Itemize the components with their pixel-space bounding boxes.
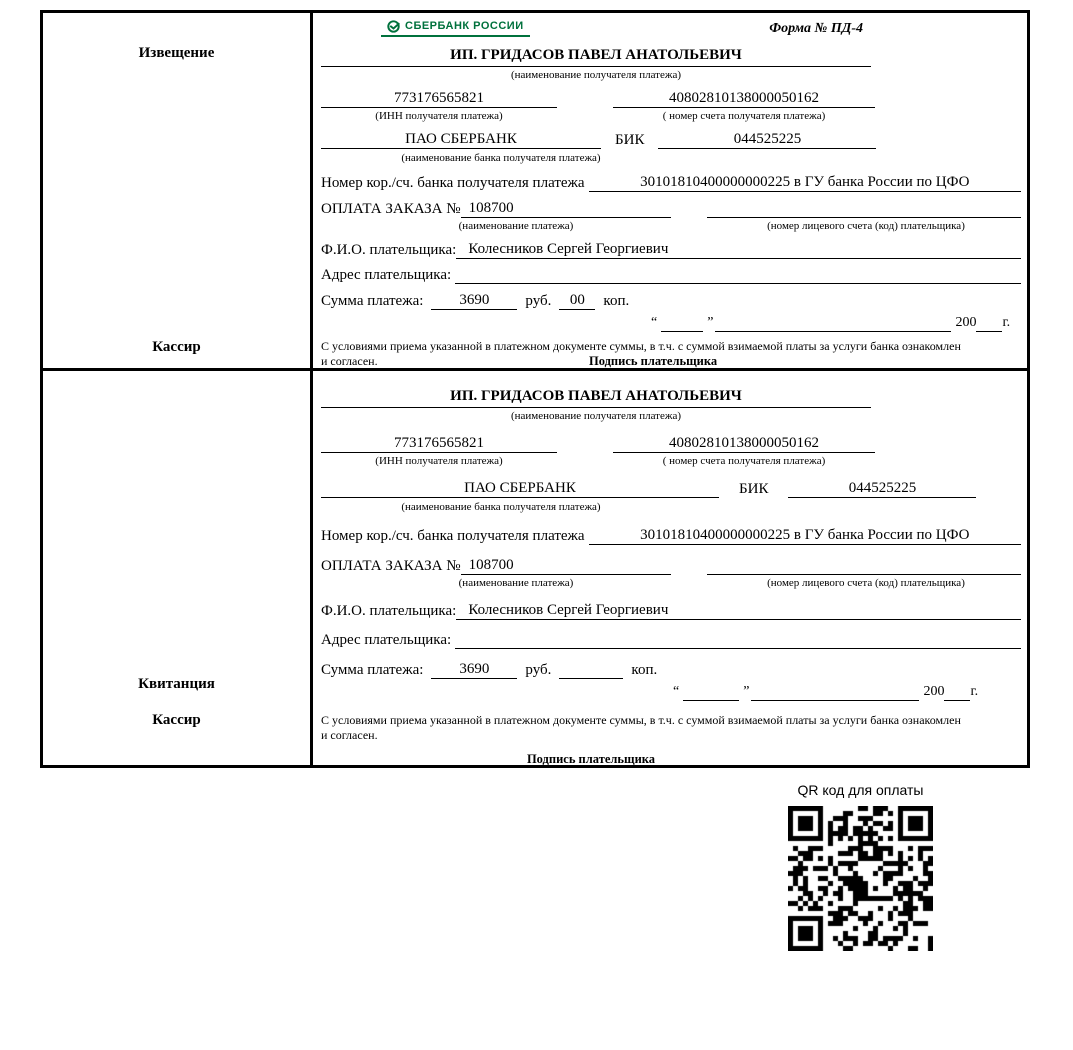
bank-name-caption: (наименование банка получателя платежа) [401, 501, 601, 514]
notice-cashier-label: Кассир [152, 339, 201, 355]
bank-name-value: ПАО СБЕРБАНК [321, 130, 601, 149]
terms-text: С условиями приема указанной в платежном документе суммы, в т.ч. с суммой взимаемой платы за услуги банка ознакомлен и согласен. [321, 712, 961, 743]
bik-label: БИК [739, 481, 769, 498]
inn-account-row [321, 434, 1021, 468]
date-year-blank-line [944, 685, 970, 701]
sberbank-logo-icon [387, 20, 400, 33]
notice-side-cell [43, 13, 313, 371]
order-number-value: 108700 [461, 199, 671, 218]
amount-label: Сумма платежа: [321, 292, 424, 309]
payer-name-value: Колесников Сергей Георгиевич [456, 601, 1021, 620]
payer-name-value: Колесников Сергей Георгиевич [456, 240, 1021, 259]
payer-signature-label: Подпись плательщика [526, 751, 656, 765]
payee-name-caption: (наименование получателя платежа) [510, 69, 682, 81]
corr-account-row [321, 526, 1021, 545]
sberbank-logo-text: СБЕРБАНК РОССИИ [405, 20, 524, 32]
inn-account-row [321, 89, 1021, 123]
receipt-cashier-label: Кассир [152, 712, 201, 728]
payer-address-row [321, 631, 1021, 649]
date-day-blank-line [661, 316, 703, 332]
receipt-slip [313, 371, 1027, 765]
amount-rubles-value: 3690 [431, 660, 517, 679]
payer-name-row [321, 601, 1021, 620]
personal-account-caption: (номер лицевого счета (код) плательщика) [767, 219, 965, 232]
payment-purpose-row [321, 199, 1021, 218]
year-suffix: г. [970, 683, 979, 699]
personal-account-blank-line [707, 557, 1021, 575]
open-quote: “ [673, 683, 680, 699]
payee-inn-caption: (ИНН получателя платежа) [375, 110, 503, 123]
notice-header [321, 19, 1021, 46]
date-year-blank-line [976, 316, 1002, 332]
payment-purpose-caption: (наименование платежа) [458, 219, 574, 232]
payee-inn-value: 773176565821 [321, 89, 557, 108]
payer-address-label: Адрес плательщика: [321, 266, 452, 283]
purpose-captions-row [321, 577, 1021, 590]
rubles-label: руб. [525, 661, 552, 678]
payee-account-value: 40802810138000050162 [613, 434, 875, 453]
form-number-label: Форма № ПД-4 [769, 21, 863, 36]
personal-account-caption: (номер лицевого счета (код) плательщика) [767, 576, 965, 589]
payer-address-blank-line [455, 631, 1021, 649]
payee-inn-caption: (ИНН получателя платежа) [375, 455, 503, 468]
payment-purpose-row [321, 556, 1021, 575]
payer-address-row [321, 266, 1021, 284]
payer-name-label: Ф.И.О. плательщика: [321, 602, 457, 619]
kopecks-label: коп. [603, 292, 630, 309]
notice-slip [313, 13, 1027, 371]
notice-section-label: Извещение [138, 45, 215, 61]
amount-rubles-value: 3690 [431, 291, 517, 310]
payee-account-value: 40802810138000050162 [613, 89, 875, 108]
payer-signature-label: Подпись плательщика [589, 353, 718, 368]
rubles-label: руб. [525, 292, 552, 309]
qr-code-image [788, 806, 933, 951]
date-month-blank-line [715, 316, 951, 332]
bik-value: 044525225 [788, 479, 976, 498]
purpose-captions-row [321, 220, 1021, 233]
amount-kopecks-value [559, 678, 623, 679]
payment-purpose-label: ОПЛАТА ЗАКАЗА № [321, 557, 461, 574]
payee-name: ИП. ГРИДАСОВ ПАВЕЛ АНАТОЛЬЕВИЧ [321, 46, 871, 67]
terms-row [321, 713, 1021, 765]
open-quote: “ [651, 314, 658, 330]
corr-account-value: 30101810400000000225 в ГУ банка России по ЦФО [589, 526, 1021, 545]
close-quote: ” [743, 683, 750, 699]
receipt-section-label: Квитанция [138, 676, 215, 692]
terms-text: С условиями приема указанной в платежном документе суммы, в т.ч. с суммой взимаемой платы за услуги банка ознакомлен и согласен. [321, 338, 961, 369]
corr-account-value: 30101810400000000225 в ГУ банка России по ЦФО [589, 173, 1021, 192]
corr-account-label: Номер кор./сч. банка получателя платежа [321, 527, 585, 544]
amount-kopecks-value: 00 [559, 291, 595, 310]
year-prefix: 200 [923, 683, 945, 699]
bank-name-value: ПАО СБЕРБАНК [321, 479, 719, 498]
amount-row [321, 291, 1021, 310]
receipt-side-cell [43, 371, 313, 765]
year-prefix: 200 [955, 314, 977, 330]
bik-value: 044525225 [658, 130, 876, 149]
date-day-blank-line [683, 685, 739, 701]
payee-name-caption: (наименование получателя платежа) [510, 410, 682, 422]
pd4-form-table [40, 10, 1030, 768]
payment-purpose-label: ОПЛАТА ЗАКАЗА № [321, 200, 461, 217]
year-suffix: г. [1002, 314, 1011, 330]
payee-account-caption: ( номер счета получателя платежа) [662, 110, 826, 123]
qr-caption: QR код для оплаты [797, 782, 924, 798]
date-row [673, 684, 1021, 701]
payee-inn-value: 773176565821 [321, 434, 557, 453]
bank-row [321, 130, 1021, 149]
close-quote: ” [707, 314, 714, 330]
terms-row [321, 339, 1021, 370]
personal-account-blank-line [707, 200, 1021, 218]
payee-account-caption: ( номер счета получателя платежа) [662, 455, 826, 468]
sberbank-logo-row [381, 19, 530, 37]
date-month-blank-line [751, 685, 919, 701]
payer-name-row [321, 240, 1021, 259]
qr-section [788, 782, 933, 951]
order-number-value: 108700 [461, 556, 671, 575]
bik-label: БИК [615, 132, 645, 149]
corr-account-row [321, 173, 1021, 192]
payer-address-blank-line [455, 266, 1021, 284]
amount-label: Сумма платежа: [321, 661, 424, 678]
payer-name-label: Ф.И.О. плательщика: [321, 241, 457, 258]
payee-name: ИП. ГРИДАСОВ ПАВЕЛ АНАТОЛЬЕВИЧ [321, 387, 871, 408]
bank-name-caption: (наименование банка получателя платежа) [401, 152, 601, 165]
sberbank-logo [381, 19, 530, 37]
date-row [651, 315, 1021, 332]
payment-purpose-caption: (наименование платежа) [458, 576, 574, 589]
amount-row [321, 660, 1021, 679]
payer-address-label: Адрес плательщика: [321, 631, 452, 648]
kopecks-label: коп. [631, 661, 658, 678]
corr-account-label: Номер кор./сч. банка получателя платежа [321, 174, 585, 191]
bank-row [321, 479, 1021, 498]
